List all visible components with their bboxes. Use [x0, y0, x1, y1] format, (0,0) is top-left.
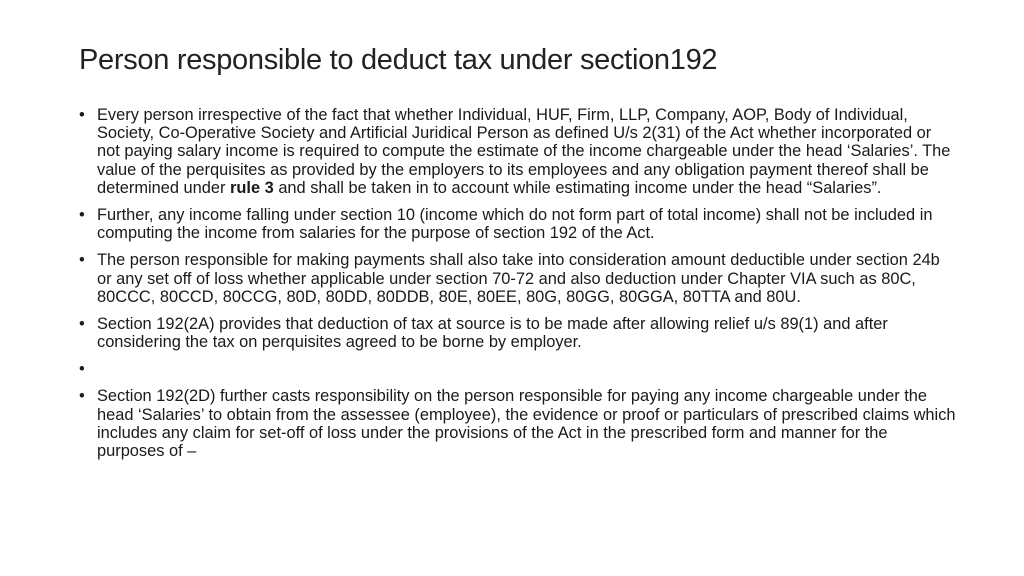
- bullet-text: Section 192(2D) further casts responsibility on the person responsible for paying any income chargeable under the head ‘Salaries’ to obtain from the assessee (employee), the evidence or proof or particulars of prescribed claims which includes any claim for set-off of loss under the provisions of the Act in the prescribed form and manner for the purposes of –: [97, 387, 956, 461]
- bullet-text: Every person irrespective of the fact that whether Individual, HUF, Firm, LLP, Company, AOP, Body of Individual, Society, Co-Operative Society and Artificial Juridical Person as defined U/s 2(31) of the Act whether incorporated or not paying salary income is required to compute the estimate of the income chargeable under the head ‘Salaries’. The value of the perquisites as provided by the employers to its employees and any obligation payment thereof shall be determined under: [97, 106, 951, 197]
- bullet-list: [76, 106, 956, 469]
- bullet-marker: •: [79, 251, 85, 270]
- bullet-item: [76, 387, 956, 460]
- bullet-item: [76, 251, 956, 306]
- bullet-item: [76, 315, 956, 351]
- slide-title: Person responsible to deduct tax under section192: [79, 44, 718, 76]
- bullet-marker: •: [79, 387, 85, 406]
- bullet-item: [76, 206, 956, 242]
- bullet-item: [76, 106, 956, 197]
- bullet-text: The person responsible for making payments shall also take into consideration amount deductible under section 24b or any set off of loss whether applicable under section 70-72 and also deduction under Chapter VIA such as 80C, 80CCC, 80CCD, 80CCG, 80D, 80DD, 80DDB, 80E, 80EE, 80G, 80GG, 80GGA, 80TTA and 80U.: [97, 251, 940, 306]
- bullet-bold-text: rule 3: [230, 178, 274, 197]
- bullet-item-empty: [76, 360, 956, 378]
- bullet-marker: •: [79, 106, 85, 124]
- bullet-marker: •: [79, 206, 85, 225]
- bullet-text-after: and shall be taken in to account while estimating income under the head “Salaries”.: [273, 178, 882, 197]
- bullet-text: Section 192(2A) provides that deduction of tax at source is to be made after allowing relief u/s 89(1) and after considering the tax on perquisites agreed to be borne by employer.: [97, 315, 888, 352]
- bullet-marker: •: [79, 315, 85, 334]
- bullet-marker: •: [79, 360, 85, 379]
- bullet-text: Further, any income falling under section 10 (income which do not form part of total income) shall not be included in computing the income from salaries for the purpose of section 192 of the Act.: [97, 206, 933, 243]
